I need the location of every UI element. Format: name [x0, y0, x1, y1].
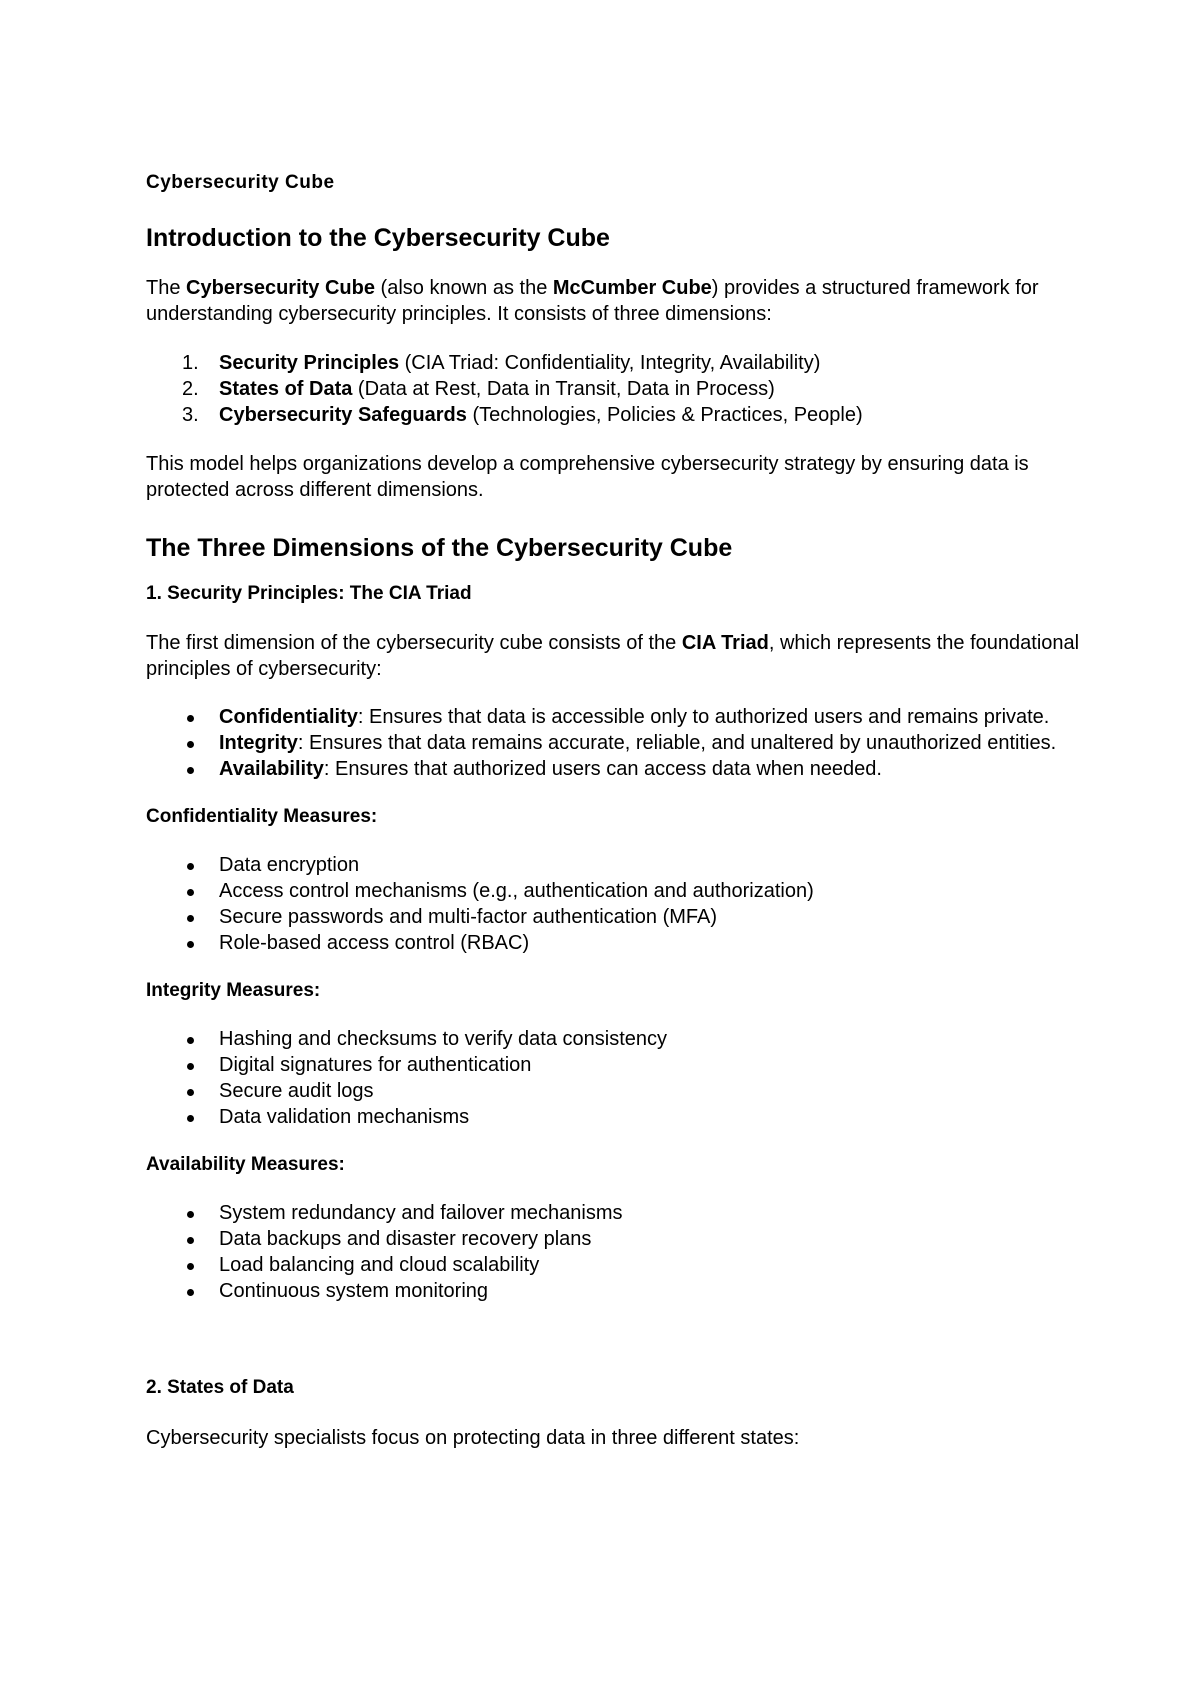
bullet-icon — [187, 889, 194, 896]
list-item — [146, 350, 1086, 376]
intro-paragraph — [146, 275, 1086, 327]
list-item — [146, 852, 1086, 878]
bullet-icon — [187, 1237, 194, 1244]
list-item — [146, 904, 1086, 930]
bullet-icon — [187, 863, 194, 870]
bullet-icon — [187, 767, 194, 774]
cia-triad-list — [146, 704, 1086, 782]
document-page — [146, 170, 1086, 1451]
dimension-detail: (Technologies, Policies & Practices, People) — [466, 404, 863, 426]
list-item — [146, 1200, 1086, 1226]
measure-text: Access control mechanisms (e.g., authentication and authorization) — [219, 880, 814, 902]
measure-text: Data validation mechanisms — [219, 1106, 470, 1128]
intro-text-1: The — [146, 277, 187, 299]
dimension-name: Security Principles — [219, 352, 400, 374]
intro-term-mccumber: McCumber Cube — [552, 277, 712, 299]
measure-text: Data backups and disaster recovery plans — [219, 1228, 592, 1250]
dimensions-list — [146, 350, 1086, 428]
measure-text: Secure passwords and multi-factor authentication (MFA) — [219, 906, 717, 928]
confidentiality-measures-heading: Confidentiality Measures: — [146, 806, 378, 827]
intro-text-2: (also known as the — [375, 277, 553, 299]
bullet-icon — [187, 915, 194, 922]
cia-text-1: The first dimension of the cybersecurity cube consists of the — [146, 632, 682, 654]
intro-text-3: ) provides a structured framework for understanding cybersecurity principles. It consists of three dimensions: — [146, 277, 1039, 325]
list-item — [146, 376, 1086, 402]
bullet-icon — [187, 1063, 194, 1070]
list-item — [146, 1226, 1086, 1252]
bullet-icon — [187, 1037, 194, 1044]
list-number: 2. — [182, 378, 199, 400]
model-paragraph: This model helps organizations develop a comprehensive cybersecurity strategy by ensuring data is protected across different dimensions. — [146, 453, 1029, 501]
triad-definition: : Ensures that data is accessible only to authorized users and remains private. — [357, 706, 1050, 728]
measure-text: Continuous system monitoring — [219, 1280, 489, 1302]
triad-term: Confidentiality — [219, 706, 358, 728]
bullet-icon — [187, 941, 194, 948]
dimension-name: States of Data — [219, 378, 353, 400]
list-item — [146, 402, 1086, 428]
list-item — [146, 1252, 1086, 1278]
list-item — [146, 878, 1086, 904]
list-item — [146, 1104, 1086, 1130]
triad-term: Integrity — [219, 732, 298, 754]
list-item — [146, 1078, 1086, 1104]
bullet-icon — [187, 1263, 194, 1270]
list-item — [146, 756, 1086, 782]
measure-text: Role-based access control (RBAC) — [219, 932, 530, 954]
list-number: 1. — [182, 352, 199, 374]
bullet-icon — [187, 741, 194, 748]
document-title: Cybersecurity Cube — [146, 172, 335, 193]
cia-term: CIA Triad — [681, 632, 769, 654]
integrity-measures-list — [146, 1026, 1086, 1130]
integrity-measures-heading: Integrity Measures: — [146, 980, 321, 1001]
measure-text: Secure audit logs — [219, 1080, 374, 1102]
list-item — [146, 1052, 1086, 1078]
bullet-icon — [187, 1211, 194, 1218]
measure-text: System redundancy and failover mechanisms — [219, 1202, 623, 1224]
confidentiality-measures-list — [146, 852, 1086, 956]
bullet-icon — [187, 1289, 194, 1296]
triad-definition: : Ensures that data remains accurate, reliable, and unaltered by unauthorized entities. — [297, 732, 1057, 754]
measure-text: Data encryption — [219, 854, 360, 876]
triad-definition: : Ensures that authorized users can access data when needed. — [323, 758, 882, 780]
bullet-icon — [187, 1115, 194, 1122]
dimension-detail: (CIA Triad: Confidentiality, Integrity, Availability) — [399, 352, 821, 374]
section-heading-states-of-data: 2. States of Data — [146, 1377, 294, 1398]
availability-measures-heading: Availability Measures: — [146, 1154, 345, 1175]
dimension-detail: (Data at Rest, Data in Transit, Data in Process) — [352, 378, 775, 400]
list-number: 3. — [182, 404, 199, 426]
list-item — [146, 1278, 1086, 1304]
measure-text: Digital signatures for authentication — [219, 1054, 532, 1076]
triad-term: Availability — [219, 758, 324, 780]
list-item — [146, 730, 1086, 756]
three-dimensions-heading: The Three Dimensions of the Cybersecurity Cube — [146, 534, 733, 562]
section-heading-security-principles: 1. Security Principles: The CIA Triad — [146, 583, 472, 604]
intro-heading: Introduction to the Cybersecurity Cube — [146, 224, 610, 252]
cia-paragraph — [146, 630, 1086, 682]
measure-text: Hashing and checksums to verify data consistency — [219, 1028, 667, 1050]
bullet-icon — [187, 1089, 194, 1096]
list-item — [146, 1026, 1086, 1052]
cia-text-2: , which represents the foundational principles of cybersecurity: — [146, 632, 1080, 680]
dimension-name: Cybersecurity Safeguards — [219, 404, 467, 426]
states-paragraph: Cybersecurity specialists focus on protecting data in three different states: — [146, 1427, 800, 1449]
intro-term-cube: Cybersecurity Cube — [186, 277, 375, 299]
measure-text: Load balancing and cloud scalability — [219, 1254, 540, 1276]
list-item — [146, 704, 1086, 730]
bullet-icon — [187, 715, 194, 722]
availability-measures-list — [146, 1200, 1086, 1304]
list-item — [146, 930, 1086, 956]
